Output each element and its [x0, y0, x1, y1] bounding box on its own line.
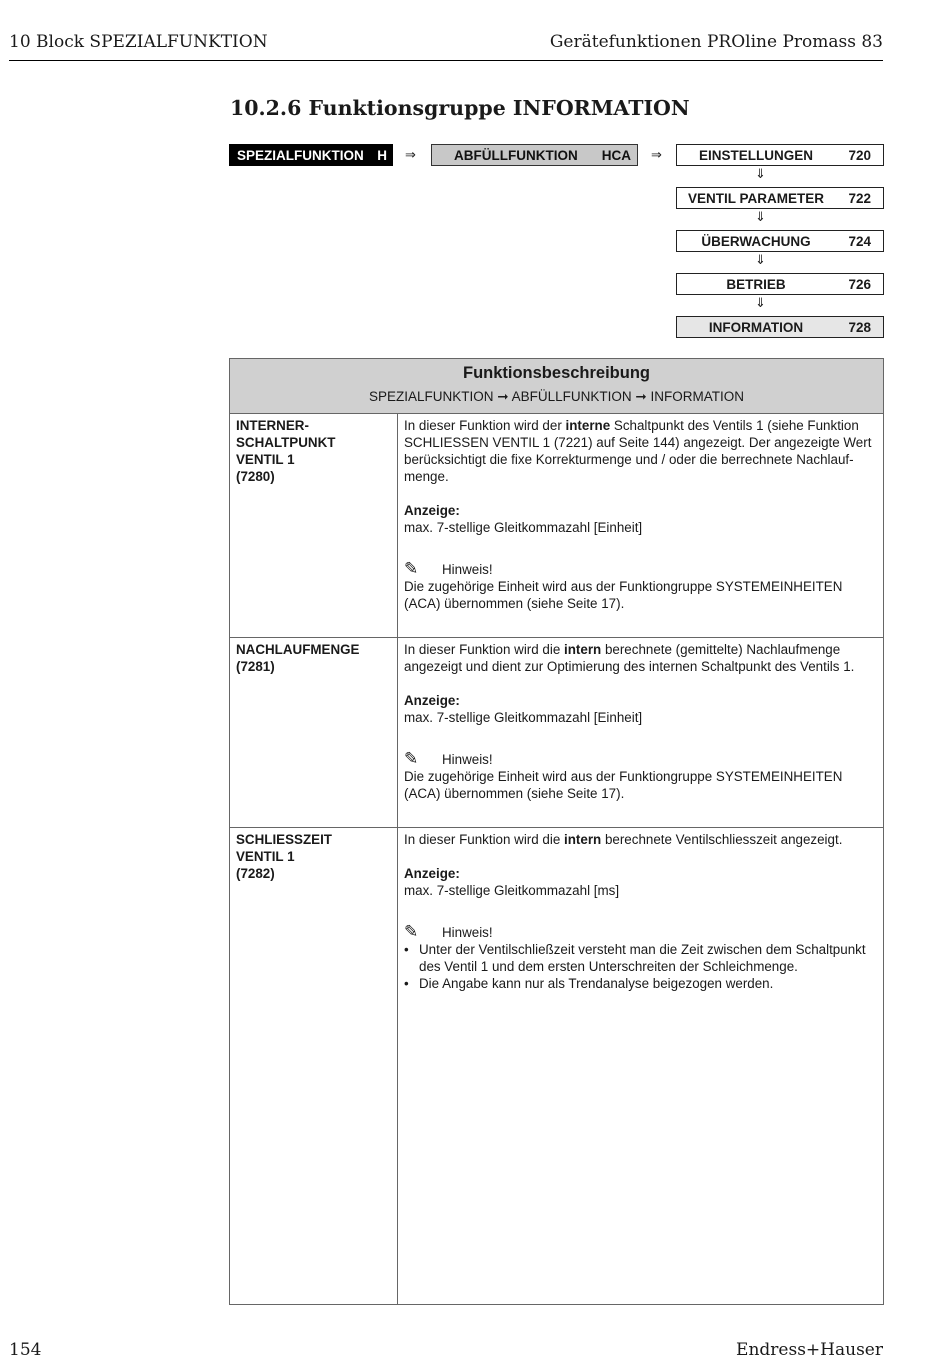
nav-function-box-ventil-parameter	[676, 187, 884, 209]
nav-group-box	[431, 144, 638, 166]
table-title: Funktionsbeschreibung	[462, 364, 650, 382]
pencil-icon: ✎	[404, 749, 419, 769]
table-path: SPEZIALFUNKTION ➞ ABFÜLLFUNKTION ➞ INFORMATION	[369, 389, 744, 404]
display-label: Anzeige:	[404, 693, 460, 708]
bullet-icon: •	[404, 976, 409, 991]
column-divider	[397, 413, 398, 1304]
right-arrow-icon: ⇒	[405, 148, 416, 163]
function-label-7280: INTERNER- SCHALTPUNKT VENTIL 1 (7280)	[236, 418, 336, 484]
running-header-chapter: 10 Block SPEZIALFUNKTION	[9, 32, 268, 52]
display-value: max. 7-stellige Gleitkommazahl [Einheit]	[404, 710, 643, 725]
bullet-item: • Die Angabe kann nur als Trendanalyse beigezogen werden.	[404, 976, 774, 991]
nav-group-name: ABFÜLLFUNKTION	[454, 147, 578, 163]
nav-block-box	[229, 144, 393, 166]
bullet-item: • Unter der Ventilschließzeit versteht man die Zeit zwischen dem Schaltpunkt des Ventil 1 und dem ersten Unterschreiten der Schleichmenge.	[404, 942, 866, 974]
function-label-7281: NACHLAUFMENGE (7281)	[236, 642, 360, 674]
nav-function-name: BETRIEB	[726, 276, 786, 292]
nav-function-box-information	[676, 316, 884, 338]
hint-heading: ✎ Hinweis!	[404, 922, 493, 942]
function-label-7282: SCHLIESSZEIT VENTIL 1 (7282)	[236, 832, 332, 881]
down-arrow-icon: ⇓	[755, 253, 766, 268]
function-description-7281	[404, 641, 880, 802]
brand-logo: Endress+Hauser	[736, 1340, 883, 1360]
hint-heading: ✎ Hinweis!	[404, 559, 493, 579]
nav-block-code: H	[377, 147, 387, 163]
nav-function-code: 728	[848, 319, 871, 335]
nav-function-code: 724	[848, 233, 871, 249]
row-divider	[230, 637, 883, 638]
hint-heading: ✎ Hinweis!	[404, 749, 493, 769]
display-value: max. 7-stellige Gleitkommazahl [Einheit]	[404, 520, 643, 535]
nav-function-name: EINSTELLUNGEN	[698, 147, 813, 163]
nav-function-box-betrieb	[676, 273, 884, 295]
hint-text: Die zugehörige Einheit wird aus der Funktiongruppe SYSTEMEINHEITEN (ACA) übernommen (siehe Seite 17).	[404, 579, 843, 611]
description-text: In dieser Funktion wird der interne Schaltpunkt des Ventils 1 (siehe Funktion SCHLIESSEN VENTIL 1 (7221) auf Seite 144) angezeigt. Der angezeigte Wert berücksichtigt die fixe Korrekturmenge und / oder die berrechnete Nachlauf-menge.	[404, 418, 872, 484]
section-title: 10.2.6 Funktionsgruppe INFORMATION	[230, 96, 690, 120]
right-arrow-icon: ⇒	[651, 148, 662, 163]
header-rule	[9, 60, 883, 61]
display-label: Anzeige:	[404, 503, 460, 518]
pencil-icon: ✎	[404, 922, 419, 942]
page-number: 154	[9, 1340, 42, 1360]
display-value: max. 7-stellige Gleitkommazahl [ms]	[404, 883, 620, 898]
function-description-table	[229, 358, 884, 1305]
running-header-title: Gerätefunktionen PROline Promass 83	[549, 32, 883, 52]
display-label: Anzeige:	[404, 866, 460, 881]
nav-function-code: 720	[848, 147, 871, 163]
description-text: In dieser Funktion wird die intern berechnete Ventilschliesszeit angezeigt.	[404, 832, 843, 847]
nav-block-name: SPEZIALFUNKTION	[237, 147, 364, 163]
nav-function-code: 726	[848, 276, 871, 292]
down-arrow-icon: ⇓	[755, 296, 766, 311]
nav-function-box-ueberwachung	[676, 230, 884, 252]
function-description-7282	[404, 831, 880, 992]
description-text: In dieser Funktion wird die intern berechnete (gemittelte) Nachlaufmenge angezeigt und dient zur Optimierung des internen Schaltpunkt des Ventils 1.	[404, 642, 855, 674]
nav-function-name: VENTIL PARAMETER	[687, 190, 824, 206]
pencil-icon: ✎	[404, 559, 419, 579]
down-arrow-icon: ⇓	[755, 167, 766, 182]
nav-function-box-einstellungen	[676, 144, 884, 166]
nav-function-name: INFORMATION	[708, 319, 804, 335]
down-arrow-icon: ⇓	[755, 210, 766, 225]
function-description-7280	[404, 417, 880, 612]
table-header	[230, 359, 883, 414]
row-divider	[230, 827, 883, 828]
nav-function-name: ÜBERWACHUNG	[701, 233, 811, 249]
nav-function-code: 722	[848, 190, 871, 206]
bullet-icon: •	[404, 942, 409, 957]
nav-group-code: HCA	[601, 147, 631, 163]
hint-text: Die zugehörige Einheit wird aus der Funktiongruppe SYSTEMEINHEITEN (ACA) übernommen (siehe Seite 17).	[404, 769, 843, 801]
